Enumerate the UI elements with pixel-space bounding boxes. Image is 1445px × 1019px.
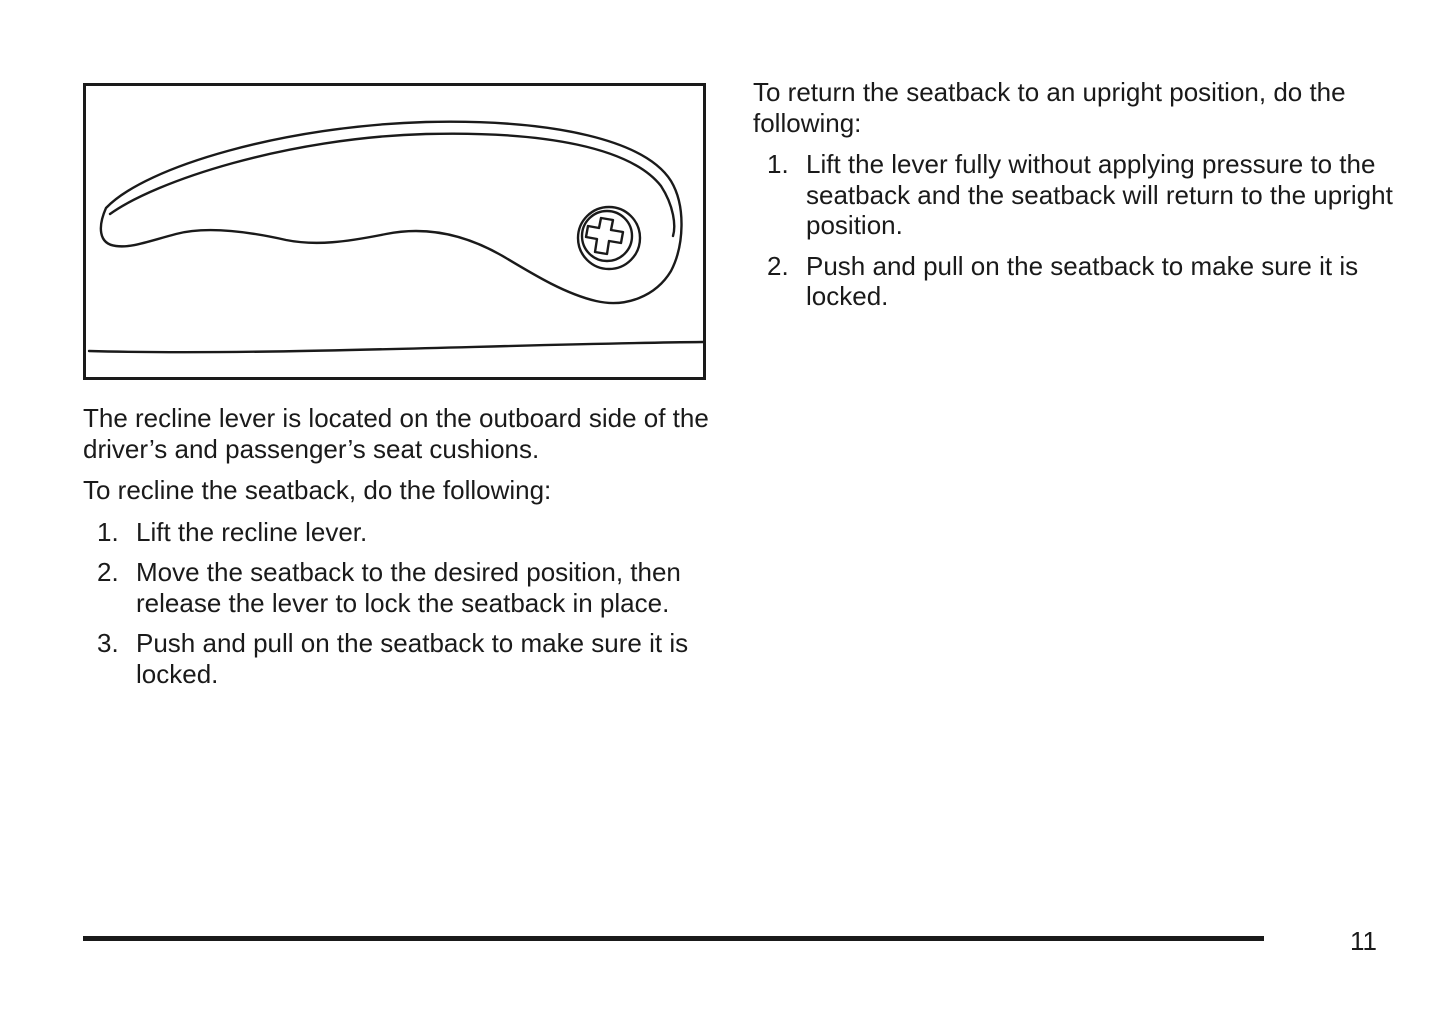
step-number: 2. <box>97 557 119 587</box>
list-item <box>83 517 723 548</box>
left-column <box>83 403 723 699</box>
list-item <box>83 557 723 618</box>
recline-steps-list <box>83 517 723 690</box>
step-text: Push and pull on the seatback to make sure it is locked. <box>136 628 689 689</box>
right-column <box>753 77 1393 322</box>
page-number: 11 <box>1350 926 1377 956</box>
seat-cushion-edge <box>89 342 703 352</box>
step-number: 1. <box>97 516 119 547</box>
list-item <box>753 149 1393 241</box>
step-number: 3. <box>97 628 119 658</box>
footer-rule <box>83 936 1264 941</box>
upright-heading: To return the seatback to an upright position, do the following: <box>753 77 1346 138</box>
step-number: 2. <box>767 250 789 281</box>
intro-paragraph: The recline lever is located on the outboard side of the driver’s and passenger’s seat cushions. <box>83 403 709 464</box>
list-item <box>83 628 723 689</box>
recline-lever-figure <box>83 83 706 380</box>
recline-heading: To recline the seatback, do the following: <box>83 475 552 505</box>
lever-highlight <box>110 134 674 236</box>
step-text: Lift the recline lever. <box>136 516 368 547</box>
screw-cross <box>586 218 623 254</box>
recline-lever-illustration <box>86 86 703 377</box>
step-number: 1. <box>767 149 789 179</box>
step-text: Push and pull on the seatback to make sure it is locked. <box>806 250 1359 311</box>
step-text: Lift the lever fully without applying pressure to the seatback and the seatback will return to the upright position. <box>806 149 1393 240</box>
upright-steps-list <box>753 149 1393 312</box>
list-item <box>753 251 1393 312</box>
step-text: Move the seatback to the desired position, then release the lever to lock the seatback in place. <box>136 557 681 618</box>
